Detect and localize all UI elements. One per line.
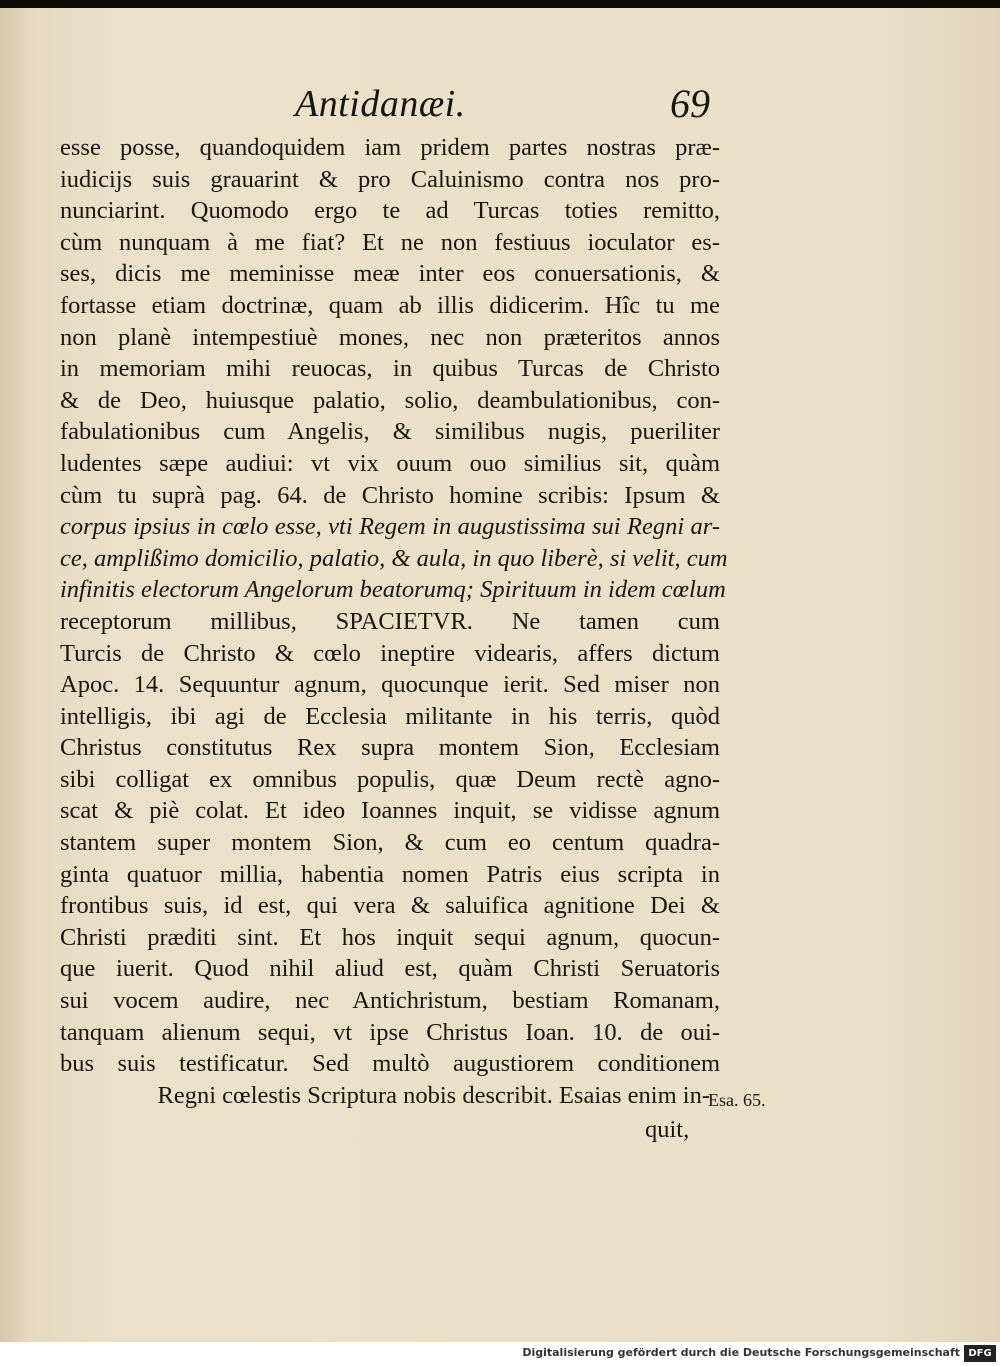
body-text <box>60 132 728 1111</box>
text-line: fortasse etiam doctrinæ, quam ab illis didicerim. Hîc tu me <box>60 291 720 319</box>
text-line: iudicijs suis grauarint & pro Caluinismo contra nos pro- <box>60 165 720 193</box>
text-line: Apoc. 14. Sequuntur agnum, quocunque ierit. Sed miser non <box>60 671 720 699</box>
text-line: ginta quatuor millia, habentia nomen Patris eius scripta in <box>60 860 720 888</box>
text-line: nunciarint. Quomodo ergo te ad Turcas toties remitto, <box>60 197 720 225</box>
text-line: & de Deo, huiusque palatio, solio, deambulationibus, con- <box>60 386 720 414</box>
text-line: Regni cœlestis Scriptura nobis describit. Esaias enim in- <box>157 1081 710 1109</box>
dfg-logo: DFG <box>964 1345 996 1362</box>
text-line: tanquam alienum sequi, vt ipse Christus Ioan. 10. de oui- <box>60 1018 720 1046</box>
text-line: corpus ipsius in cœlo esse, vti Regem in augustissima sui Regni ar- <box>60 513 720 541</box>
text-line: esse posse, quandoquidem iam pridem partes nostras præ- <box>60 134 720 161</box>
text-line: frontibus suis, id est, qui vera & saluifica agnitione Dei & <box>60 892 720 920</box>
text-line: ses, dicis me meminisse meæ inter eos conuersationis, & <box>60 260 720 288</box>
text-line: stantem super montem Sion, & cum eo centum quadra- <box>60 829 720 857</box>
digitization-footer <box>0 1342 1000 1366</box>
text-line: fabulationibus cum Angelis, & similibus nugis, pueriliter <box>60 418 720 446</box>
footer-credit: Digitalisierung gefördert durch die Deutsche Forschungsgemeinschaft <box>522 1346 960 1359</box>
text-line: infinitis electorum Angelorum beatorumq; Spirituum in idem cœlum <box>60 576 726 604</box>
text-line: Christi præditi sint. Et hos inquit sequi agnum, quocun- <box>60 923 720 951</box>
marginal-note: Esa. 65. <box>708 1090 766 1110</box>
text-line: intelligis, ibi agi de Ecclesia militante in his terris, quòd <box>60 702 720 730</box>
book-page <box>0 8 1000 1342</box>
text-line: cùm tu suprà pag. 64. de Christo homine scribis: Ipsum & <box>60 481 720 509</box>
text-line: in memoriam mihi reuocas, in quibus Turcas de Christo <box>60 355 720 383</box>
catchword: quit, <box>645 1116 690 1143</box>
text-line: ludentes sæpe audiui: vt vix ouum ouo similius sit, quàm <box>60 449 720 477</box>
running-head <box>0 78 1000 138</box>
running-title: Antidanæi. <box>295 83 466 125</box>
text-line: scat & piè colat. Et ideo Ioannes inquit, se vidisse agnum <box>60 797 720 825</box>
text-line: que iuerit. Quod nihil aliud est, quàm Christi Seruatoris <box>60 955 720 983</box>
text-line: receptorum millibus, SPACIETVR. Ne tamen cum <box>60 607 720 635</box>
text-line: sui vocem audire, nec Antichristum, bestiam Romanam, <box>60 987 720 1015</box>
text-line: ce, amplißimo domicilio, palatio, & aula, in quo liberè, si velit, cum <box>60 544 728 572</box>
text-line: sibi colligat ex omnibus populis, quæ Deum rectè agno- <box>60 765 720 793</box>
text-line: Turcis de Christo & cœlo ineptire videaris, affers dictum <box>60 639 720 667</box>
text-line: Christus constitutus Rex supra montem Sion, Ecclesiam <box>60 734 720 762</box>
page-number: 69 <box>670 81 710 126</box>
text-line: non planè intempestiuè mones, nec non præteritos annos <box>60 323 720 351</box>
text-line: bus suis testificatur. Sed multò augustiorem conditionem <box>60 1050 720 1078</box>
text-line: cùm nunquam à me fiat? Et ne non festiuus ioculator es- <box>60 228 720 256</box>
